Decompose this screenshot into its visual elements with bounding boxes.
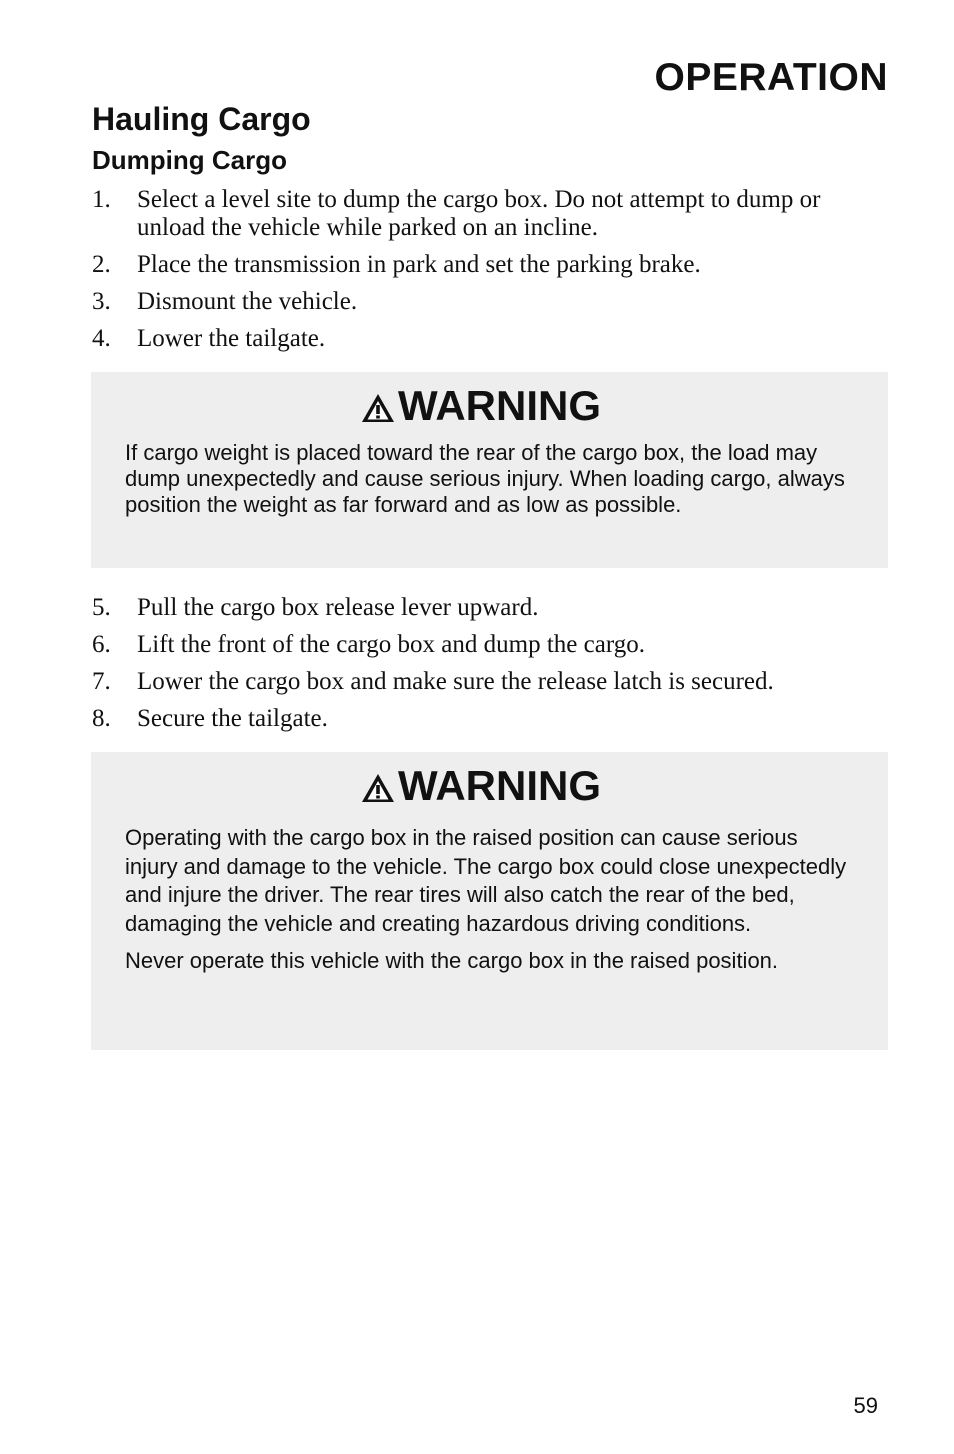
step-text: Place the transmission in park and set the parking brake. (137, 251, 701, 278)
step-number: 4. (92, 325, 111, 352)
warning-text: Never operate this vehicle with the cargo box in the raised position. (125, 948, 779, 973)
step-text: Pull the cargo box release lever upward. (137, 594, 539, 621)
list-item (92, 186, 892, 242)
list-item (92, 251, 892, 279)
warning-heading (91, 752, 888, 810)
step-number: 2. (92, 251, 111, 278)
list-item (92, 288, 892, 316)
warning-title: WARNING (398, 382, 601, 429)
step-number: 8. (92, 705, 111, 732)
warning-triangle-icon (360, 392, 396, 424)
list-item (92, 631, 892, 659)
list-item (92, 705, 892, 733)
section-subtitle: Dumping Cargo (92, 145, 287, 175)
step-text: Dismount the vehicle. (137, 288, 358, 315)
step-number: 6. (92, 631, 111, 658)
warning-text: Operating with the cargo box in the raised position can cause serious injury and damage to the vehicle. The cargo box could close unexpectedly and injure the driver. The rear tires will also catch the rear of the bed, damaging the vehicle and creating hazardous driving conditions. (125, 825, 847, 936)
step-text: Lift the front of the cargo box and dump the cargo. (137, 631, 645, 658)
step-number: 3. (92, 288, 111, 315)
step-text: Secure the tailgate. (137, 705, 328, 732)
section-header: OPERATION (654, 56, 888, 99)
step-text: Lower the tailgate. (137, 325, 326, 352)
list-item (92, 668, 892, 696)
warning-box-raised-cargo (91, 752, 888, 1050)
page-title: Hauling Cargo (92, 101, 311, 137)
list-item (92, 594, 892, 622)
step-number: 7. (92, 668, 111, 695)
warning-triangle-icon (360, 772, 396, 804)
step-text: Select a level site to dump the cargo box. Do not attempt to dump or unload the vehicle while parked on an incline. (137, 186, 821, 241)
steps-list-part2 (92, 594, 892, 742)
page-number: 59 (853, 1393, 878, 1418)
list-item (92, 325, 892, 353)
warning-title: WARNING (398, 762, 601, 809)
warning-text: If cargo weight is placed toward the rear of the cargo box, the load may dump unexpectedly and cause serious injury. When loading cargo, always position the weight as far forward and as low as possible. (125, 440, 845, 517)
step-number: 5. (92, 594, 111, 621)
step-text: Lower the cargo box and make sure the release latch is secured. (137, 668, 774, 695)
step-number: 1. (92, 186, 111, 213)
warning-heading (91, 372, 888, 430)
warning-box-cargo-weight (91, 372, 888, 568)
steps-list-part1 (92, 186, 892, 362)
